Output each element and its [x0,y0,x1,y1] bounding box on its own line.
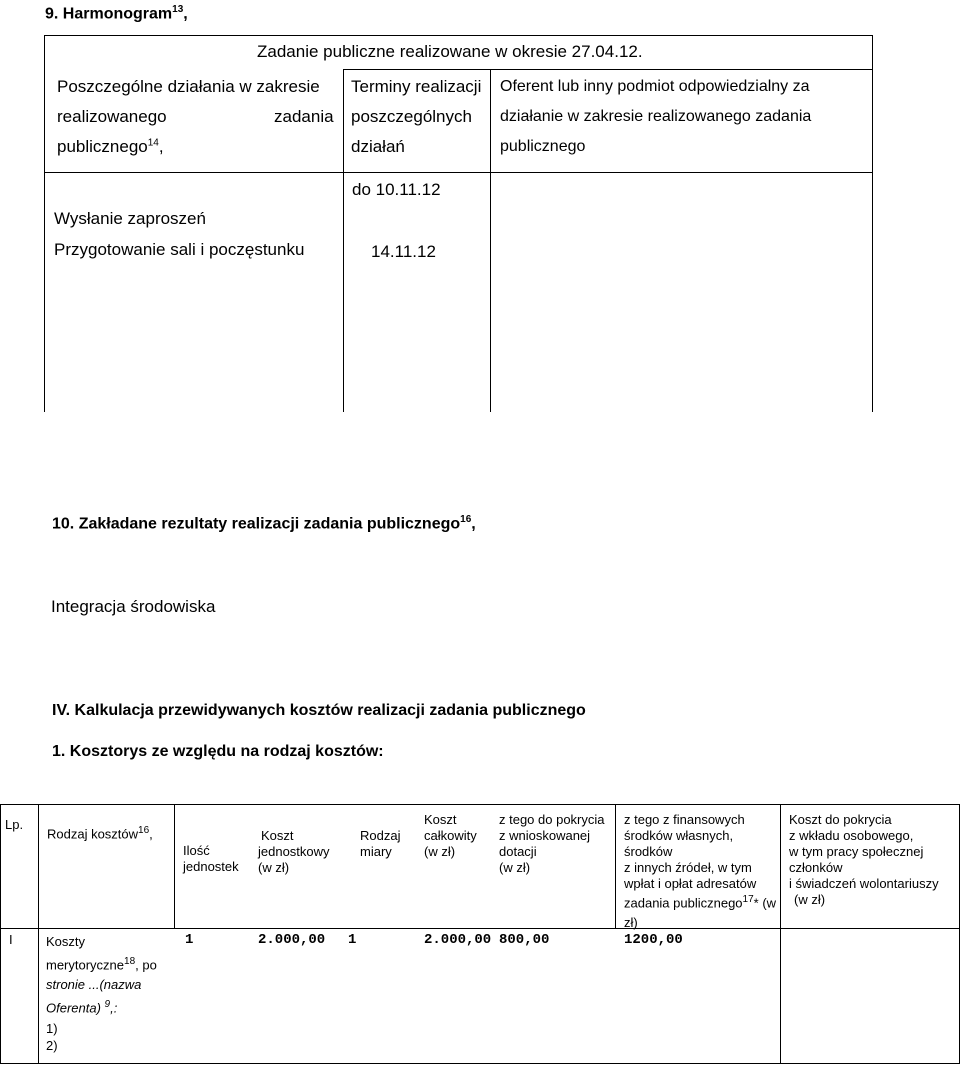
schedule-period: Zadanie publiczne realizowane w okresie 27.04.12. [257,42,643,61]
cost-header-unit-measure-line2: miary [360,844,392,859]
cost-header-unit-cost-line2: jednostkowy [258,844,330,859]
cost-row-desc-line1: Koszty [46,934,86,949]
schedule-table-top-border [44,35,873,36]
cost-header-own-funds-line3: środków [624,844,673,859]
cost-row-desc-line2-text: merytoryczne [46,957,125,973]
cost-table-col-divider-3 [615,804,616,928]
results-text: Integracja środowiska [51,597,216,616]
cost-row-desc-line2-suffix: po [138,957,157,973]
schedule-header-actions-line2: realizowanego [57,107,167,126]
cost-row-desc-line3: stronie ...(nazwa [46,977,142,993]
cost-header-grant-line3: dotacji [499,844,537,859]
cost-header-personal-line2: z wkładu osobowego, [789,828,914,843]
cost-row-total-cost: 2.000,00 [424,932,492,948]
cost-table-col-divider-2 [174,804,175,928]
schedule-header-actions-line3: publicznego$^{14}$, [57,137,164,156]
cost-row-unit-cost: 2.000,00 [258,932,326,948]
schedule-header-responsible-line3: publicznego [500,138,586,155]
cost-header-total-cost [424,812,477,860]
section-10-heading: 10. Zakładane rezultaty realizacji zadania publicznego$^{16}$, [52,514,476,533]
cost-header-type: Rodzaj kosztów$^{16}$, [47,825,153,842]
cost-header-total-cost-line3: (w zł) [424,844,456,859]
schedule-table-header-bottom [44,172,873,173]
cost-table-top-border [0,804,960,805]
cost-table-col-divider-4 [780,804,781,1064]
cost-header-unit-cost-line3: (w zł) [258,860,290,875]
cost-header-grant-line4: (w zł) [499,860,531,875]
cost-header-own-funds-line5: wpłat i opłat adresatów [624,876,757,891]
cost-row-desc-footnote-9: 9 [104,999,111,1011]
cost-header-quantity-line2: jednostek [183,859,239,874]
schedule-header-footnote: 14 [147,137,159,149]
cost-header-grant-line1: z tego do pokrycia [499,812,605,827]
schedule-table-right-border [872,35,873,412]
schedule-table-col-divider-1 [343,69,344,412]
cost-header-quantity-line1: Ilość [183,843,210,858]
section-10-footnote: 16 [460,514,472,525]
schedule-row-2-date: 14.11.12 [371,242,436,261]
section-iv-title: IV. Kalkulacja przewidywanych kosztów realizacji zadania publicznego [52,702,586,719]
cost-row-lp: I [9,932,13,947]
cost-header-own-funds-line6-text: zadania publicznego [624,895,743,911]
cost-header-grant-line2: z wnioskowanej [499,828,591,843]
schedule-table-header-divider [343,69,873,70]
cost-row-desc-footnote-18: 18 [124,956,136,967]
schedule-header-responsible-line2: działanie w zakresie realizowanego zadania [500,108,812,125]
schedule-header-dates-line1: Terminy realizacji [351,77,482,96]
cost-header-own-funds [624,812,776,931]
cost-row-grant: 800,00 [499,932,550,948]
cost-header-own-funds-line1: z tego z finansowych [624,812,745,827]
cost-header-unit-measure-line1: Rodzaj [360,828,401,843]
cost-header-unit-cost [258,828,330,876]
cost-row-desc-line4-text: Oferenta) [46,1000,101,1016]
cost-row-own-funds: 1200,00 [624,932,683,948]
cost-header-unit-cost-line1: Koszt [261,828,294,843]
cost-header-own-funds-footnote: 17 [742,894,754,905]
cost-table-header-bottom [0,928,960,929]
cost-table-bottom-border [0,1063,960,1064]
cost-row-desc-line2: merytoryczne$^{18}$, po [46,956,157,973]
costs-subtitle: 1. Kosztorys ze względu na rodzaj kosztów: [52,743,384,760]
cost-header-own-funds-line6 [624,892,776,911]
section-10-title: 10. Zakładane rezultaty realizacji zadania publicznego [52,515,461,533]
schedule-header-actions-line2b: zadania [274,107,334,126]
section-9-heading [45,4,188,23]
section-9-title: 9. Harmonogram [45,5,173,23]
cost-header-quantity [183,843,239,875]
schedule-header-dates-line2: poszczególnych [351,107,472,126]
schedule-table-left-border [44,35,45,412]
schedule-table-col-divider-2 [490,69,491,412]
cost-row-desc-line4: Oferenta) $^9$,: [46,999,118,1016]
cost-header-total-cost-line1: Koszt [424,812,457,827]
section-9-footnote: 13 [172,4,184,15]
cost-header-personal-contribution [789,812,939,908]
cost-header-own-funds-line4: z innych źródeł, w tym [624,860,752,875]
cost-row-quantity: 1 [185,932,194,948]
cost-row-desc-line4-suffix: : [113,1000,118,1016]
cost-header-total-cost-line2: całkowity [424,828,477,843]
cost-header-lp: Lp. [5,817,24,832]
cost-header-own-funds-line6-suffix: * (w [753,895,777,911]
schedule-row-1-action: Wysłanie zaproszeń [54,209,206,228]
schedule-row-2-action: Przygotowanie sali i poczęstunku [54,240,305,259]
cost-header-type-footnote: 16 [138,825,150,836]
cost-row-description [46,932,157,1056]
cost-header-type-text: Rodzaj kosztów [47,826,139,842]
cost-header-personal-line3: w tym pracy społecznej [789,844,924,859]
cost-row-item-2: 2) [46,1037,58,1053]
schedule-row-1-date: do 10.11.12 [352,180,441,199]
cost-header-personal-line4: członków [789,860,843,875]
cost-header-own-funds-line7: zł) [624,915,638,931]
cost-header-unit-measure [360,828,400,860]
cost-header-own-funds-line2: środków własnych, [624,828,734,843]
schedule-header-responsible-line1: Oferent lub inny podmiot odpowiedzialny za [500,78,810,95]
cost-table-col-divider-1 [38,804,39,1064]
schedule-header-actions-line1: Poszczególne działania w zakresie [57,77,320,96]
cost-row-item-1: 1) [46,1020,58,1036]
cost-header-grant [499,812,605,876]
schedule-header-actions-line3-text: publicznego [57,137,148,156]
cost-row-unit-measure: 1 [348,932,357,948]
cost-table-left-border [0,804,1,1064]
schedule-header-dates-line3: działań [351,137,405,156]
cost-header-personal-line1: Koszt do pokrycia [789,812,892,827]
cost-header-personal-line5: i świadczeń wolontariuszy [789,876,939,891]
section-9-mark: , [183,5,188,23]
cost-header-personal-line6: (w zł) [794,892,826,907]
